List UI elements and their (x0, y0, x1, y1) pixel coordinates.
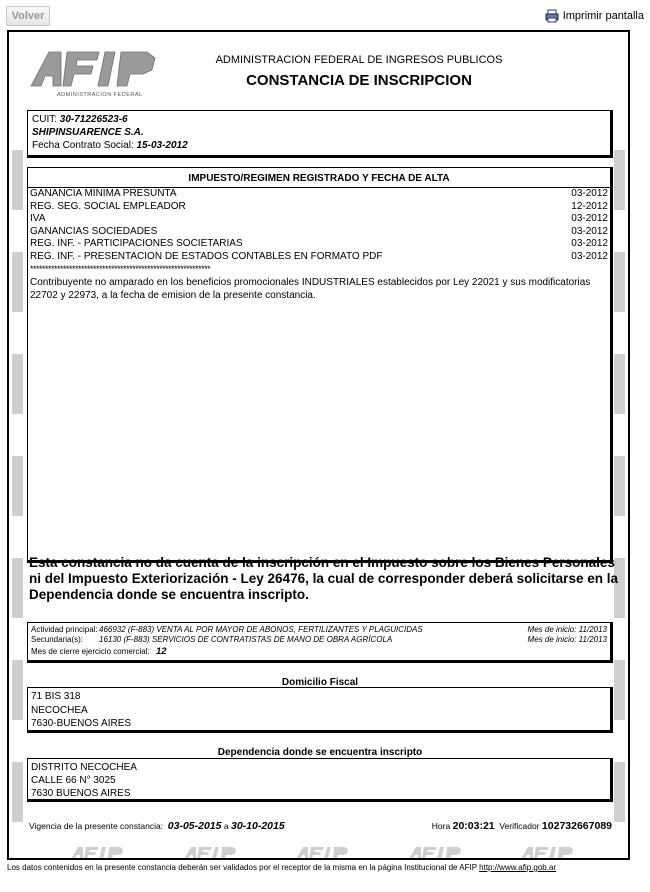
secondary-activity-label: Secundaria(s): (31, 635, 84, 644)
main-activity-start: Mes de inicio: 11/2013 (527, 625, 607, 634)
address-line: NECOCHEA (31, 704, 88, 716)
fiscal-address-box (27, 687, 613, 733)
time-verifier (432, 820, 612, 832)
promo-note: Contribuyente no amparado en los beneficios promocionales INDUSTRIALES establecidos por Ley 22021 y sus modificatorias 22702 y 22973, a la fecha de emision de la presente constancia. (30, 276, 591, 301)
footer-note (7, 863, 643, 872)
main-activity-row (31, 625, 607, 635)
secondary-activity-row (31, 635, 607, 645)
secondary-activity-desc: 16130 (F-883) SERVICIOS DE CONTRATISTAS DE MANO DE OBRA AGRÍCOLA (99, 635, 393, 644)
tax-row: IVA 03-2012 (30, 213, 608, 225)
time-value: 20:03:21 (452, 820, 495, 832)
activities-box (27, 622, 613, 663)
tax-row: REG. SEG. SOCIAL EMPLEADOR 12-2012 (30, 200, 608, 212)
svg-text:ADMINISTRACION FEDERAL: ADMINISTRACION FEDERAL (57, 92, 143, 98)
verifier-value: 102732667089 (541, 820, 612, 832)
registrations-title: IMPUESTO/REGIMEN REGISTRADO Y FECHA DE ALTA (28, 168, 610, 188)
dependency-line: CALLE 66 N° 3025 (31, 775, 116, 786)
afip-watermark-logo (407, 846, 477, 860)
validity-label: Vigencia de la presente constancia: (29, 821, 164, 831)
main-activity-label: Actividad principal: (31, 625, 98, 634)
tax-row: REG. INF. - PARTICIPACIONES SOCIETARIAS 03-2012 (30, 238, 608, 250)
dependency-title: Dependencia donde se encuentra inscripto (217, 747, 423, 758)
footer-text: Los datos contenidos en la presente constancia deberán ser validados por el receptor de la misma en la página Institucional de AFIP (7, 863, 477, 872)
registrations-box (27, 167, 613, 563)
page-title: CONSTANCIA DE INSCRIPCION (246, 72, 472, 89)
afip-watermark-strip-left (9, 32, 27, 860)
afip-watermark-logo (69, 846, 139, 860)
afip-watermark-logo (294, 846, 364, 860)
validity-sep: a (223, 821, 229, 831)
address-line: 7630-BUENOS AIRES (31, 718, 132, 729)
printer-icon (545, 9, 559, 23)
validity-period (29, 820, 285, 832)
contract-date-value: 15-03-2012 (136, 140, 188, 151)
closing-month-label: Mes de cierre ejercicio comercial: (31, 647, 150, 656)
back-button[interactable]: Volver (6, 6, 50, 26)
fiscal-address-title: Domicilio Fiscal (281, 677, 359, 688)
afip-watermark-logo (519, 846, 589, 860)
afip-watermark-logo (182, 846, 252, 860)
toolbar (0, 0, 650, 30)
contract-date-label: Fecha Contrato Social: (32, 140, 134, 151)
verifier-label: Verificador (499, 821, 540, 831)
secondary-activity-start: Mes de inicio: 11/2013 (527, 635, 607, 644)
afip-watermark-row (69, 846, 589, 860)
taxpayer-box (27, 110, 613, 158)
dependency-box (27, 758, 613, 802)
cuit-label: CUIT: (32, 114, 57, 125)
certificate (7, 30, 630, 860)
taxpayer-name: SHIPINSUARENCE S.A. (32, 127, 144, 138)
afip-website-link[interactable]: http://www.afip.gob.ar (479, 863, 557, 872)
tax-row: GANANCIAS SOCIEDADES 03-2012 (30, 225, 608, 237)
cuit-value: 30-71226523-6 (59, 114, 128, 125)
tax-row: GANANCIA MINIMA PRESUNTA 03-2012 (30, 188, 608, 199)
print-button[interactable] (545, 6, 644, 26)
dependency-line: DISTRITO NECOCHEA (31, 762, 137, 773)
time-label: Hora (431, 821, 451, 831)
main-activity-desc: 466932 (F-883) VENTA AL POR MAYOR DE ABONOS, FERTILIZANTES Y PLAGUICIDAS (99, 625, 423, 634)
dependency-line: 7630 BUENOS AIRES (31, 788, 131, 799)
organization-name: ADMINISTRACION FEDERAL DE INGRESOS PUBLICOS (215, 54, 503, 66)
validity-to: 30-10-2015 (230, 820, 285, 832)
closing-month-value: 12 (155, 646, 167, 657)
print-label: Imprimir pantalla (562, 10, 644, 22)
closing-month-row (31, 647, 607, 657)
address-line: 71 BIS 318 (31, 691, 81, 702)
bienes-personales-notice: Esta constancia no da cuenta de la inscripción en el Impuesto sobre los Bienes Personales ni del Impuesto Exteriorización - Ley 26476, la cual de corresponder deberá solicitarse en la Dependencia donde se encuentra inscripto. (29, 555, 618, 602)
validity-from: 03-05-2015 (167, 820, 222, 832)
afip-logo (27, 48, 187, 98)
tax-row: REG. INF. - PRESENTACION DE ESTADOS CONTABLES EN FORMATO PDF 03-2012 (30, 250, 608, 262)
separator-line: ************************************************************ (30, 263, 211, 274)
